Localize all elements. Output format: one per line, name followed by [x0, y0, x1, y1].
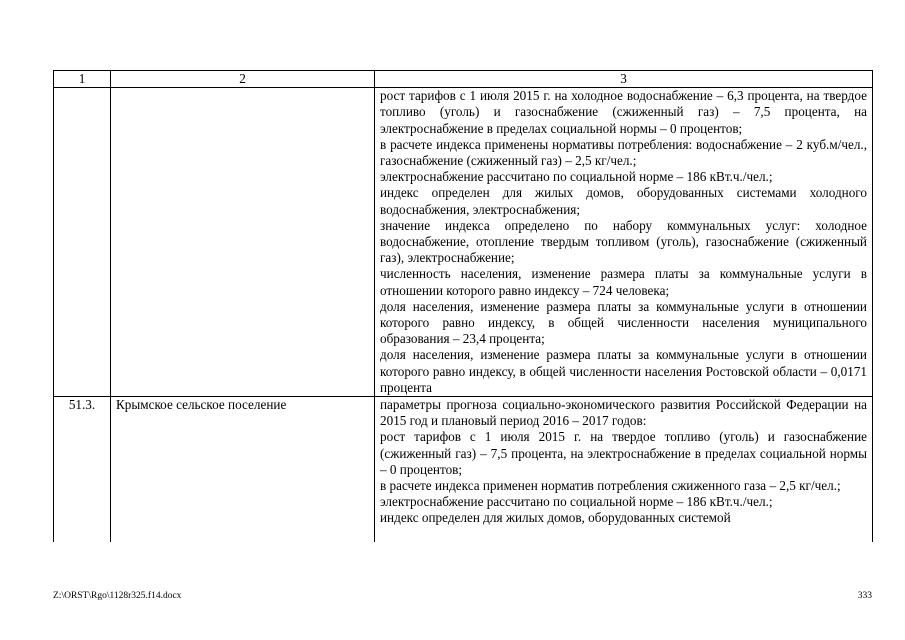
- table-row: [54, 397, 873, 543]
- paragraph: значение индекса определено по набору коммунальных услуг: холодное водоснабжение, отопление твердым топливом (уголь), газоснабжение (сжиженный газ), электроснабжение;: [380, 217, 867, 266]
- row-number: 51.3.: [54, 397, 111, 543]
- paragraph: рост тарифов с 1 июля 2015 г. на твердое топливо (уголь) и газоснабжение (сжиженный газ) – 7,5 процента, на электроснабжение в пределах социальной нормы – 0 процентов;: [380, 429, 867, 477]
- paragraph: электроснабжение рассчитано по социальной норме – 186 кВт.ч./чел.;: [380, 169, 773, 185]
- row-description-clip: [380, 397, 867, 542]
- footer-file-path: Z:\ORST\Rgo\1128r325.f14.docx: [53, 591, 182, 601]
- paragraph: численность населения, изменение размера платы за коммунальные услуги в отношении которого равно индексу – 724 человека;: [380, 266, 867, 298]
- paragraph: индекс определен для жилых домов, оборудованных системой: [380, 510, 731, 526]
- footer-page-number: 333: [857, 591, 872, 601]
- paragraph: доля населения, изменение размера платы за коммунальные услуги в отношении которого равно индексу, в общей численности населения муниципального образования – 23,4 процента;: [380, 298, 867, 347]
- row-description: [375, 397, 873, 543]
- row-description: [375, 88, 873, 397]
- row-name: [111, 88, 375, 397]
- header-cell-3: 3: [375, 71, 873, 88]
- header-cell-2: 2: [111, 71, 375, 88]
- paragraph: параметры прогноза социально-экономического развития Российской Федерации на 2015 год и плановый период 2016 – 2017 годов:: [380, 397, 867, 429]
- paragraph: электроснабжение рассчитано по социальной норме – 186 кВт.ч./чел.;: [380, 494, 773, 510]
- row-name: Крымское сельское поселение: [111, 397, 375, 543]
- paragraph: рост тарифов с 1 июля 2015 г. на холодное водоснабжение – 6,3 процента, на твердое топливо (уголь) и газоснабжение (сжиженный газ) – 7,5 процента, на электроснабжение в пределах социальной нормы – 0 процентов;: [380, 88, 867, 136]
- row-number: [54, 88, 111, 397]
- table-row: [54, 88, 873, 397]
- paragraph: доля населения, изменение размера платы за коммунальные услуги в отношении которого равно индексу, в общей численности населения Ростовской области – 0,0171 процента: [380, 347, 867, 395]
- paragraph: индекс определен для жилых домов, оборудованных системами холодного водоснабжения, электроснабжения;: [380, 185, 867, 217]
- data-table: [53, 70, 873, 542]
- header-cell-1: 1: [54, 71, 111, 88]
- header-row: [54, 71, 873, 88]
- paragraph: в расчете индекса применены нормативы потребления: водоснабжение – 2 куб.м/чел., газоснабжение (сжиженный газ) – 2,5 кг/чел.;: [380, 136, 867, 169]
- paragraph: в расчете индекса применен норматив потребления сжиженного газа – 2,5 кг/чел.;: [380, 478, 841, 494]
